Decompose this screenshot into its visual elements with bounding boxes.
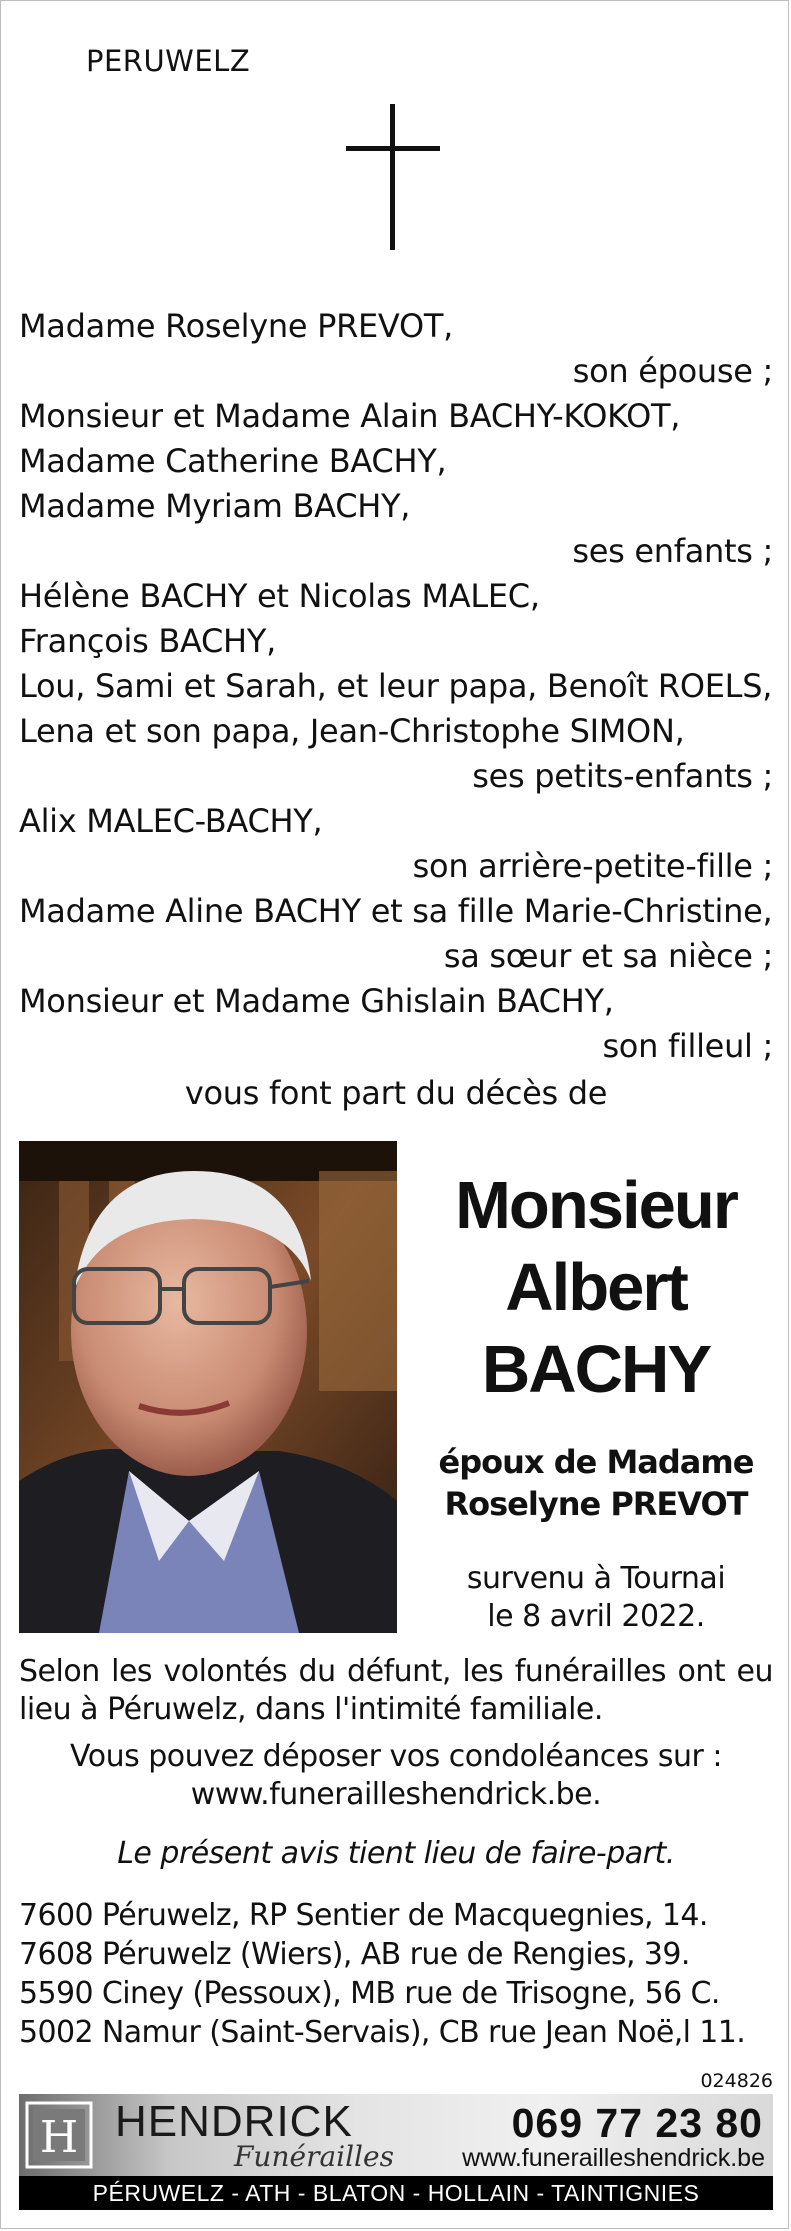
hendrick-logo-icon xyxy=(24,2100,94,2170)
notice-text: Le présent avis tient lieu de faire-part. xyxy=(117,1836,675,1871)
brand-name: HENDRICK xyxy=(115,2097,353,2146)
death-date: le 8 avril 2022. xyxy=(487,1599,705,1634)
address-item: 5590 Ciney (Pessoux), MB rue de Trisogne, 56 C. xyxy=(19,1976,720,2011)
logo-letter: H xyxy=(39,2112,79,2163)
condolences xyxy=(19,1738,773,1814)
family-row: François BACHY, xyxy=(19,622,276,660)
death-place: survenu à Tournai xyxy=(466,1561,726,1596)
condolences-link[interactable]: www.funerailleshendrick.be. xyxy=(190,1777,602,1812)
family-row: Alix MALEC-BACHY, xyxy=(19,802,323,840)
family-row: Madame Aline BACHY et sa fille Marie-Christine, xyxy=(19,892,773,930)
spouse-line-1: époux de Madame xyxy=(438,1443,754,1481)
family-row: Monsieur et Madame Ghislain BACHY, xyxy=(19,982,614,1020)
address-list xyxy=(19,1896,773,2052)
portrait-photo xyxy=(19,1141,397,1633)
family-row: Lena et son papa, Jean-Christophe SIMON, xyxy=(19,712,685,750)
place-header: PERUWELZ xyxy=(86,44,251,78)
cross-icon xyxy=(346,104,440,250)
death-info xyxy=(410,1560,782,1636)
reference-number: 024826 xyxy=(700,2070,773,2092)
family-row: sa sœur et sa nièce ; xyxy=(443,937,773,975)
family-row: son arrière-petite-fille ; xyxy=(412,847,773,885)
family-row: ses enfants ; xyxy=(572,532,773,570)
address-item: 7608 Péruwelz (Wiers), AB rue de Rengies, 39. xyxy=(19,1937,690,1972)
family-row: Madame Roselyne PREVOT, xyxy=(19,307,453,345)
family-row: Hélène BACHY et Nicolas MALEC, xyxy=(19,577,540,615)
brand-subtitle: Funérailles xyxy=(234,2140,394,2173)
cities-bar: PÉRUWELZ - ATH - BLATON - HOLLAIN - TAINTIGNIES xyxy=(19,2176,773,2210)
family-row: son filleul ; xyxy=(602,1027,773,1065)
family-row: Madame Catherine BACHY, xyxy=(19,442,447,480)
family-row: Lou, Sami et Sarah, et leur papa, Benoît ROELS, xyxy=(19,667,773,705)
family-row: vous font part du décès de xyxy=(184,1074,608,1112)
deceased-first-name: Albert xyxy=(505,1250,687,1325)
address-item: 5002 Namur (Saint-Servais), CB rue Jean Noë,l 11. xyxy=(19,2015,746,2050)
family-row: ses petits-enfants ; xyxy=(472,757,773,795)
family-row: Madame Myriam BACHY, xyxy=(19,487,411,525)
condolences-text: Vous pouvez déposer vos condoléances sur : xyxy=(70,1739,722,1774)
funeral-text: Selon les volontés du défunt, les funérailles ont eu lieu à Péruwelz, dans l'intimité familiale. xyxy=(19,1654,773,1727)
family-list xyxy=(19,304,773,1116)
deceased-name xyxy=(410,1165,782,1411)
deceased-title: Monsieur xyxy=(455,1168,737,1243)
website-link[interactable]: www.funerailleshendrick.be xyxy=(462,2144,765,2172)
family-row: son épouse ; xyxy=(572,352,773,390)
deceased-last-name: BACHY xyxy=(481,1332,711,1407)
address-item: 7600 Péruwelz, RP Sentier de Macquegnies, 14. xyxy=(19,1898,708,1933)
spouse-info xyxy=(410,1441,782,1525)
funeral-home-banner xyxy=(19,2094,773,2176)
spouse-line-2: Roselyne PREVOT xyxy=(444,1485,748,1523)
phone-number[interactable]: 069 77 23 80 xyxy=(511,2100,763,2146)
family-row: Monsieur et Madame Alain BACHY-KOKOT, xyxy=(19,397,681,435)
